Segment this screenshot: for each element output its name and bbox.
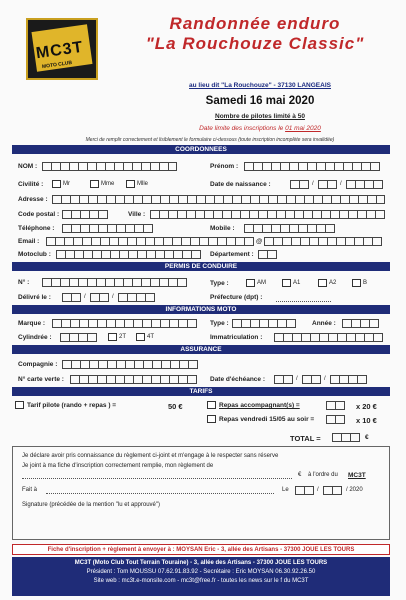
fait-a-input[interactable]	[46, 493, 274, 494]
nom-input[interactable]	[42, 162, 177, 171]
total-label: TOTAL =	[290, 434, 321, 443]
type-a1-label: A1	[293, 280, 301, 286]
reglement-euro: €	[298, 472, 302, 478]
birth-year-input[interactable]	[346, 180, 383, 189]
type-a2-checkbox[interactable]	[318, 279, 327, 287]
logo-subtext: MOTO CLUB	[41, 59, 73, 71]
declaration-line-1: Je déclare avoir pris connaissance du règlement ci-joint et m'engage à le respecter sans réserve	[22, 453, 279, 459]
tarif-pilote-label: Tarif pilote (rando + repas ) =	[27, 402, 117, 409]
telephone-input[interactable]	[62, 224, 153, 233]
delivre-day-input[interactable]	[62, 293, 81, 302]
section-tarifs: TARIFS	[12, 387, 390, 396]
repas-acc-qty[interactable]	[326, 401, 345, 410]
cylindree-input[interactable]	[60, 333, 97, 342]
reglement-amount-input[interactable]	[22, 478, 292, 479]
type-am-checkbox[interactable]	[246, 279, 255, 287]
email-label: Email :	[18, 238, 40, 245]
departement-input[interactable]	[258, 250, 277, 259]
adresse-input[interactable]	[52, 195, 385, 204]
repas-ven-qty[interactable]	[326, 415, 345, 424]
code-postal-label: Code postal :	[18, 211, 60, 218]
carte-verte-label: N° carte verte :	[18, 376, 64, 383]
repas-acc-label: Repas accompagnant(s) =	[219, 402, 300, 409]
send-instructions	[12, 544, 390, 555]
marque-label: Marque :	[18, 320, 46, 327]
immat-label: Immatriculation :	[210, 334, 263, 341]
compagnie-input[interactable]	[62, 360, 198, 369]
le-label: Le	[282, 487, 289, 493]
compagnie-label: Compagnie :	[18, 361, 58, 368]
declaration-line-2: Je joint à ma fiche d'inscription correctement remplie, mon règlement de	[22, 463, 214, 469]
footer-web-line: Site web : mc3t.e-monsite.com - mc3t@free.fr - toutes les news sur le f du MC3T	[93, 578, 309, 584]
type-a2-label: A2	[329, 280, 337, 286]
form-instructions: Merci de remplir correctement et lisiblement le formulaire ci-dessous (toute inscription incomplète sera invalidée)	[85, 137, 335, 143]
mlle-checkbox[interactable]	[126, 180, 135, 188]
type-a1-checkbox[interactable]	[282, 279, 291, 287]
repas-acc-price: x 20 €	[356, 402, 377, 411]
total-euro: €	[365, 434, 369, 441]
motoclub-label: Motoclub :	[18, 251, 51, 258]
email-at: @	[256, 238, 263, 245]
4t-checkbox[interactable]	[136, 333, 145, 341]
footer-club-line: MC3T (Moto Club Tout Terrain Touraine) - 3, allée des Artisans - 37300 JOUE LES TOURS	[74, 560, 328, 566]
telephone-label: Téléphone :	[18, 225, 55, 232]
moto-type-label: Type :	[210, 320, 229, 327]
annee-input[interactable]	[342, 319, 379, 328]
2t-checkbox[interactable]	[108, 333, 117, 341]
ordre-label: à l'ordre du	[308, 472, 338, 478]
permis-type-label: Type :	[210, 280, 229, 287]
carte-verte-input[interactable]	[70, 375, 197, 384]
email-domain-input[interactable]	[264, 237, 382, 246]
motoclub-input[interactable]	[56, 250, 201, 259]
type-b-label: B	[363, 280, 368, 286]
permis-numero-label: N° :	[18, 279, 30, 286]
club-footer	[12, 557, 390, 596]
send-label: Fiche d'inscription + règlement à envoyer à :	[47, 547, 177, 553]
section-assurance: ASSURANCE	[12, 345, 390, 354]
cylindree-label: Cylindrée :	[18, 334, 52, 341]
civilite-label: Civilité :	[18, 181, 44, 188]
event-date: Samedi 16 mai 2020	[205, 95, 315, 107]
repas-acc-checkbox[interactable]	[207, 401, 216, 409]
total-input[interactable]	[332, 433, 360, 442]
delivre-month-input[interactable]	[90, 293, 109, 302]
echeance-year-input[interactable]	[330, 375, 367, 384]
mobile-label: Mobile :	[210, 225, 235, 232]
type-b-checkbox[interactable]	[352, 279, 361, 287]
registration-deadline: Date limite des inscriptions le 01 mai 2020	[199, 125, 321, 132]
repas-ven-price: x 10 €	[356, 416, 377, 425]
sign-day-input[interactable]	[295, 486, 314, 495]
sign-month-input[interactable]	[323, 486, 342, 495]
mobile-input[interactable]	[244, 224, 335, 233]
mr-label: Mr	[63, 181, 70, 187]
ville-input[interactable]	[150, 210, 385, 219]
ordre-club: MC3T	[348, 472, 366, 479]
birth-day-input[interactable]	[290, 180, 309, 189]
signature-label: Signature (précédée de la mention "lu et approuvé")	[22, 502, 161, 508]
footer-contacts-line: Président : Tom MOUSSU 07.62.91.83.92 - Secrétaire : Eric MOYSAN 06.30.92.26.50	[86, 569, 316, 575]
event-location: au lieu dit "La Rouchouze" - 37130 LANGEAIS	[189, 82, 331, 89]
email-user-input[interactable]	[46, 237, 254, 246]
sign-year: / 2020	[346, 487, 363, 493]
tarif-pilote-checkbox[interactable]	[15, 401, 24, 409]
adresse-label: Adresse :	[18, 196, 48, 203]
ville-label: Ville :	[128, 211, 146, 218]
section-permis: PERMIS DE CONDUIRE	[12, 262, 390, 271]
prenom-input[interactable]	[244, 162, 380, 171]
permis-numero-input[interactable]	[42, 278, 187, 287]
naissance-label: Date de naissance :	[210, 181, 271, 188]
delivre-year-input[interactable]	[118, 293, 155, 302]
code-postal-input[interactable]	[62, 210, 108, 219]
delivre-label: Délivré le :	[18, 294, 51, 301]
title-line-2: "La Rouchouze Classic"	[145, 34, 365, 53]
echeance-month-input[interactable]	[302, 375, 321, 384]
send-address: MOYSAN Eric - 3, allée des Artisans - 37300 JOUE LES TOURS	[176, 547, 355, 553]
signature-area[interactable]	[24, 512, 374, 536]
mme-checkbox[interactable]	[90, 180, 99, 188]
section-coordonnees: COORDONNEES	[12, 145, 390, 154]
pilots-limit: Nombre de pilotes limité à 50	[215, 113, 305, 120]
title-line-1: Randonnée enduro	[169, 14, 341, 33]
departement-label: Département :	[210, 251, 254, 258]
moto-type-input[interactable]	[232, 319, 296, 328]
repas-ven-checkbox[interactable]	[207, 415, 216, 423]
mlle-label: Mlle	[137, 181, 149, 187]
immat-input[interactable]	[274, 333, 383, 342]
prenom-label: Prénom :	[210, 163, 239, 170]
tarif-pilote-price: 50 €	[168, 402, 183, 411]
2t-label: 2T	[119, 334, 127, 340]
4t-label: 4T	[147, 334, 155, 340]
club-logo	[26, 18, 98, 80]
logo-text: MC3T	[34, 38, 85, 63]
prefecture-label: Préfecture (dpt) :	[210, 294, 263, 301]
repas-ven-label: Repas vendredi 15/05 au soir =	[219, 416, 315, 423]
section-moto: INFORMATIONS MOTO	[12, 305, 390, 314]
fait-label: Fait à	[22, 487, 38, 493]
marque-input[interactable]	[52, 319, 197, 328]
echeance-label: Date d'échéance :	[210, 376, 266, 383]
nom-label: NOM :	[18, 163, 38, 170]
type-am-label: AM	[257, 280, 266, 286]
annee-label: Année :	[312, 320, 336, 327]
birth-month-input[interactable]	[318, 180, 337, 189]
prefecture-input[interactable]	[276, 301, 331, 302]
mr-checkbox[interactable]	[52, 180, 61, 188]
echeance-day-input[interactable]	[274, 375, 293, 384]
mme-label: Mme	[101, 181, 115, 187]
